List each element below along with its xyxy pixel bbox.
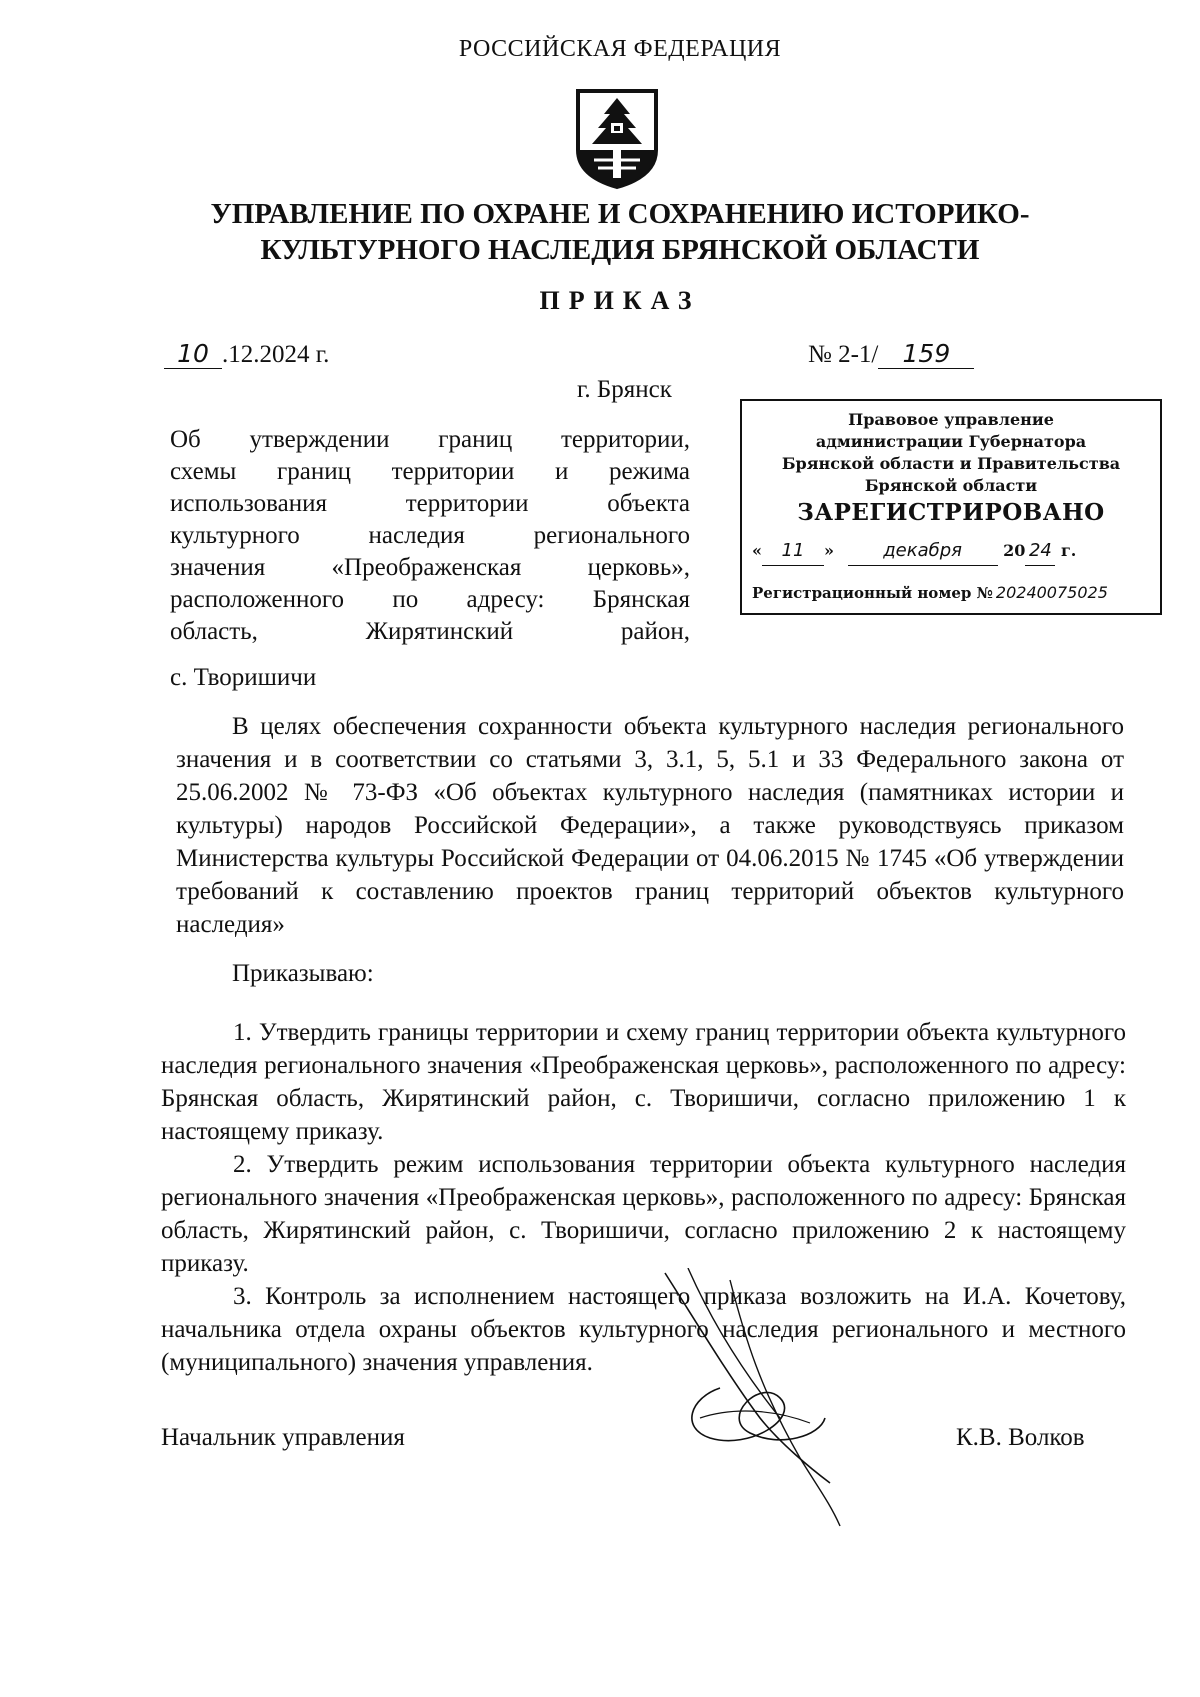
order-item: 1. Утвердить границы территории и схему границ территории объекта культурного наследия регионального значения «Преображенская церковь», расположенного по адресу: Брянская область, Жирятинский район, с. Творишичи, согласно приложению 1 к настоящему приказу. [161,1019,1126,1145]
order-item: 2. Утвердить режим использования территории объекта культурного наследия регионального значения «Преображенская церковь», расположенного по адресу: Брянская область, Жирятинский район, с. Творишичи, согласно приложению 2 к настоящему приказу. [161,1151,1126,1277]
agency-line-1: УПРАВЛЕНИЕ ПО ОХРАНЕ И СОХРАНЕНИЮ ИСТОРИКО- [210,198,1030,230]
stamp-year-prefix: 20 [1003,541,1026,560]
stamp-org-line: Брянской области [864,476,1038,495]
handwritten-day: 10 [164,340,222,369]
agency-line-2: КУЛЬТУРНОГО НАСЛЕДИЯ БРЯНСКОЙ ОБЛАСТИ [260,234,980,266]
signatory-name: К.В. Волков [956,1424,1085,1451]
handwritten-signature-icon [660,1268,860,1528]
subject-line: область, Жирятинский район, [170,618,690,645]
subject-line: Об утверждении границ территории, [170,426,690,453]
stamp-org-line: администрации Губернатора [815,432,1087,451]
subject-line: расположенного по адресу: Брянская [170,586,690,613]
subject-line: значения «Преображенская церковь», [170,554,690,581]
stamp-date-row [752,537,1150,566]
subject-last-line: с. Творишичи [170,664,317,691]
order-date [164,340,329,369]
stamp-handwritten-month: декабря [848,537,998,566]
stamp-org-line: Правовое управление [848,410,1054,429]
preamble [176,710,1124,941]
stamp-year-unit: г. [1061,541,1077,560]
order-word: Приказываю: [232,960,374,987]
subject-line: использования территории объекта [170,490,690,517]
date-rest: .12.2024 г. [222,341,330,368]
agency-name [140,196,1100,268]
handwritten-number: 159 [878,340,974,369]
order-items [161,1016,1126,1379]
stamp-status: ЗАРЕГИСТРИРОВАНО [797,499,1105,526]
document-type: ПРИКАЗ [539,286,701,315]
stamp-quote-close: » [824,541,834,560]
stamp-handwritten-year: 24 [1025,537,1055,566]
stamp-reg-label: Регистрационный номер № [752,584,993,602]
order-item: 3. Контроль за исполнением настоящего приказа возложить на И.А. Кочетову, начальника отдела охраны объектов культурного наследия регионального и местного (муниципального) значения управления. [161,1283,1126,1376]
subject-line: культурного наследия регионального [170,522,690,549]
country-header: РОССИЙСКАЯ ФЕДЕРАЦИЯ [458,36,782,62]
stamp-organization [742,409,1160,497]
registration-stamp [740,399,1162,615]
stamp-reg-row [752,579,1150,607]
bryansk-coat-of-arms-icon [574,88,660,190]
city: г. Брянск [577,376,672,403]
stamp-handwritten-reg-number: 20240075025 [995,583,1108,602]
number-prefix: № 2-1/ [808,341,879,368]
signatory-role: Начальник управления [161,1424,405,1451]
stamp-handwritten-day: 11 [762,537,824,566]
stamp-quote-open: « [752,541,762,560]
order-number [808,340,974,369]
stamp-org-line: Брянской области и Правительства [781,454,1121,473]
order-subject [170,424,690,648]
subject-line: схемы границ территории и режима [170,458,690,485]
preamble-text: В целях обеспечения сохранности объекта культурного наследия регионального значения и в соответствии со статьями 3, 3.1, 5, 5.1 и 33 Федерального закона от 25.06.2002 № 73-ФЗ «Об объектах культурного наследия (памятниках истории и культуры) народов Российской Федерации», а также руководствуясь приказом Министерства культуры Российской Федерации от 04.06.2015 № 1745 «Об утверждении требований к составлению проектов границ территорий объектов культурного наследия» [176,713,1124,938]
